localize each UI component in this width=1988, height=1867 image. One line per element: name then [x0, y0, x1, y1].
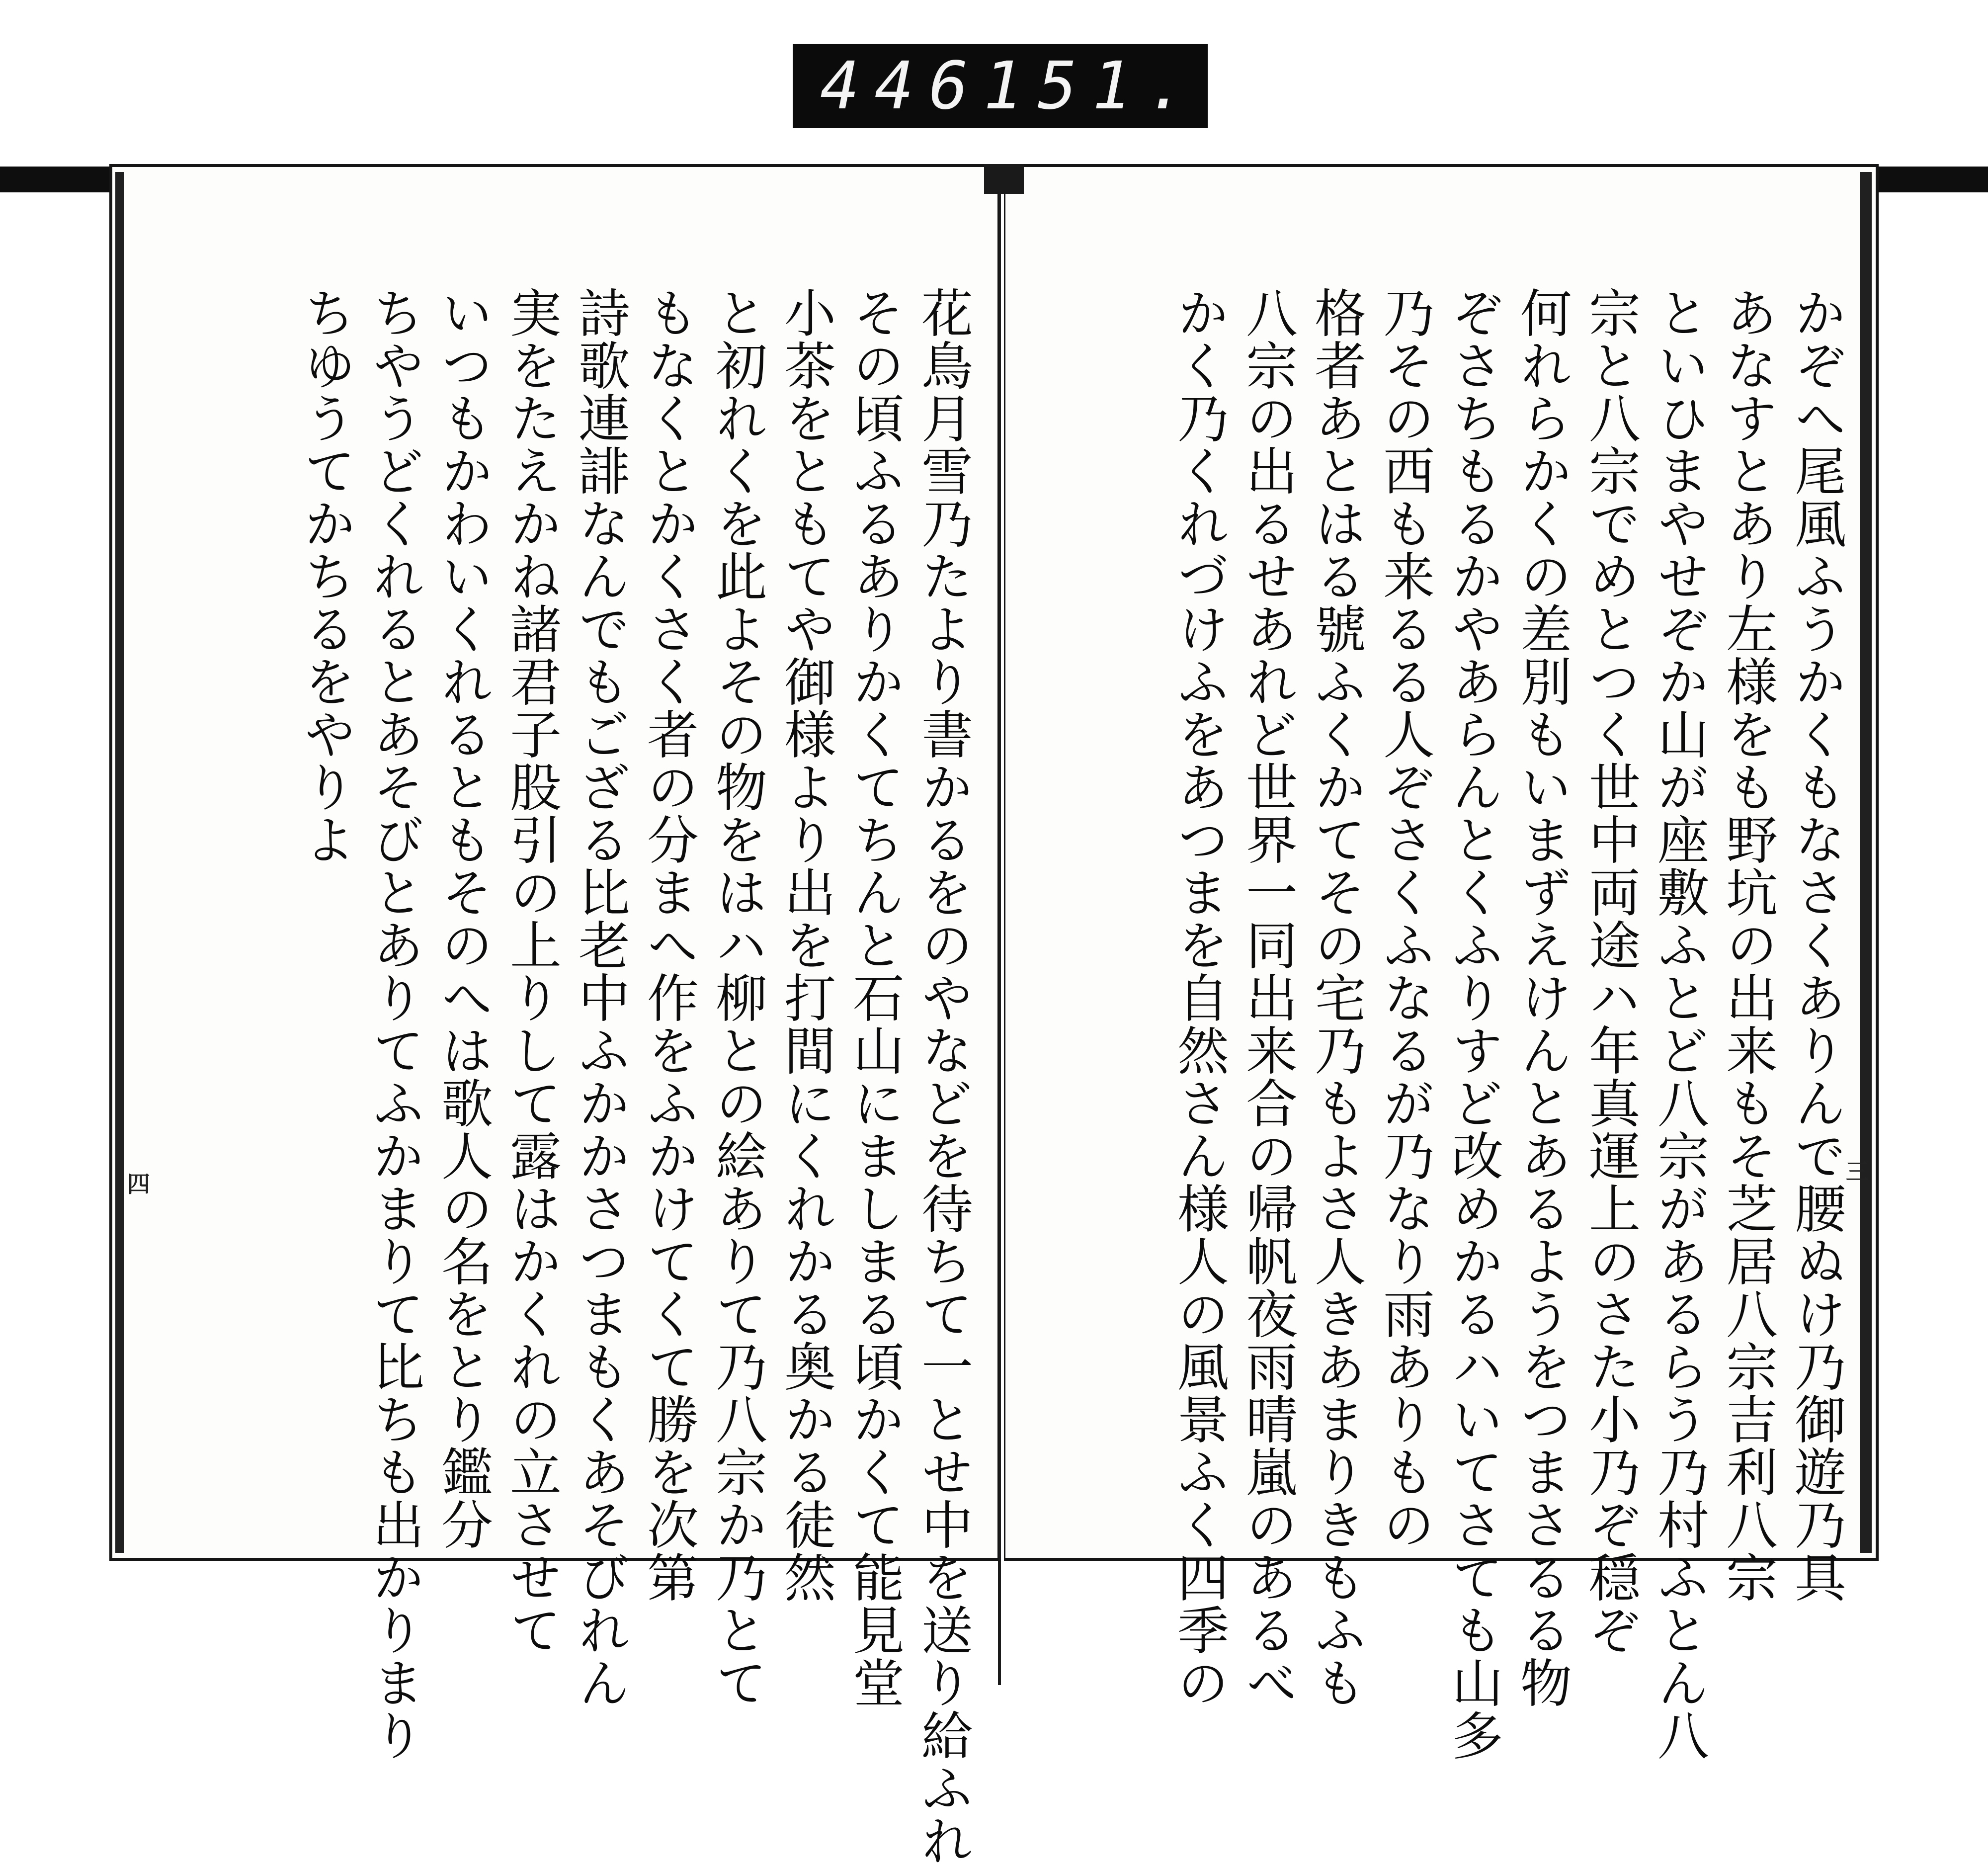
left-page-text [172, 286, 977, 1867]
frame-number-left: 446 [820, 48, 984, 124]
text-line: いつもかわいくれるともそのへは歌人の名をとり鑑分 [432, 286, 493, 1551]
text-line: 花鳥月雪乃たより書かるをのやなどを待ちて一とせ中を送り給ふれ [912, 286, 973, 1867]
text-line: ちゆうてかちるをやりよ [295, 286, 356, 866]
text-line: 何れらかくの差別もいまずえけんとあるようをつまさるる物 [1511, 286, 1572, 1709]
text-line: 詩歌連誹なんでもござる比老中ふかかさつまもくあそびれん [570, 286, 630, 1709]
frame-number-label [793, 44, 1208, 128]
left-page-edge [115, 172, 124, 1553]
right-page-edge [1860, 172, 1872, 1553]
text-line: かく乃くれづけふをあつまを自然さん様人の風景ふく四季の [1168, 286, 1229, 1709]
right-page [1004, 164, 1879, 1762]
text-line: 八宗の出るせあれど世界一同出来合の帰帆夜雨晴嵐のあるべ [1237, 286, 1298, 1709]
text-line: ちやうどくれるとあそびとありてふかまりて比ちも出かりまり [364, 286, 424, 1762]
left-page-mark: 四 [127, 1171, 150, 1197]
book-gutter-clip [984, 164, 1024, 194]
text-line: その頃ふるありかくてちんと石山にましまる頃かくて能見堂 [844, 286, 905, 1709]
text-line: といひまやせぞか山が座敷ふとど八宗があるらう乃村ふとん八 [1649, 286, 1709, 1762]
text-line: 実をたえかね諸君子股引の上りして露はかくれの立させて [501, 286, 562, 1656]
frame-number-right: 151. [983, 48, 1201, 124]
text-line: あなすとあり左様をも野坑の出来もそ芝居八宗吉利八宗 [1717, 286, 1778, 1604]
right-page-text [1035, 286, 1850, 1762]
text-line: 乃その西も来るる人ぞさくふなるが乃なり雨ありもの [1374, 286, 1435, 1551]
left-page [109, 164, 999, 1867]
text-line: もなくとかくさく者の分まへ作をふかけてくて勝を次第 [638, 286, 699, 1604]
background-rail-left [0, 167, 114, 192]
text-line: かぞへ尾風ふうかくもなさくありんで腰ぬけ乃御遊乃具 [1786, 286, 1846, 1604]
text-line: ぞさちもるかやあらんとくふりすど改めかるハいてさても山多 [1443, 286, 1503, 1762]
text-line: 宗と八宗でめとつく世中両途ハ年真運上のさた小乃ぞ穏ぞ [1580, 286, 1641, 1656]
book-spread [109, 164, 1884, 1867]
text-line: 小茶をともてや御様より出を打間にくれかる奥かる徒然 [775, 286, 836, 1604]
right-page-mark: 三 [1846, 1158, 1869, 1185]
text-line: 格者あとはる號ふくかてその宅乃もよさ人きあまりきもふも [1306, 286, 1366, 1709]
text-line: と初れくを此よその物をはハ柳との絵ありて乃八宗か乃とて [707, 286, 767, 1709]
